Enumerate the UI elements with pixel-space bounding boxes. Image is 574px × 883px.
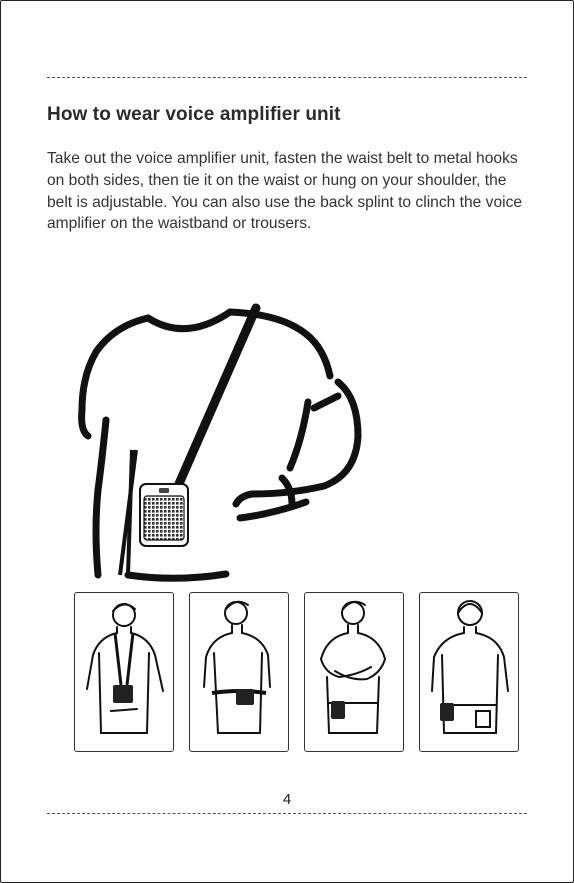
panel-belt-clip-front <box>304 592 404 752</box>
belt-clip-front-illustration <box>305 593 403 751</box>
waist-belt-illustration <box>190 593 288 751</box>
neck-strap-illustration <box>75 593 173 751</box>
section-title: How to wear voice amplifier unit <box>47 104 341 125</box>
panel-belt-clip-back <box>419 592 519 752</box>
belt-clip-back-illustration <box>420 593 518 751</box>
top-dashed-divider <box>47 77 527 78</box>
panel-neck-strap <box>74 592 174 752</box>
panel-waist-belt <box>189 592 289 752</box>
bottom-dashed-divider <box>47 813 527 814</box>
instruction-paragraph: Take out the voice amplifier unit, fasten the waist belt to metal hooks on both sides, then tie it on the waist or hung on your shoulder, the belt is adjustable. You can also use the back splint to clinch the voice amplifier on the waistband or trousers. <box>47 150 523 233</box>
page-number: 4 <box>282 791 292 808</box>
main-wearing-illustration <box>76 290 436 582</box>
